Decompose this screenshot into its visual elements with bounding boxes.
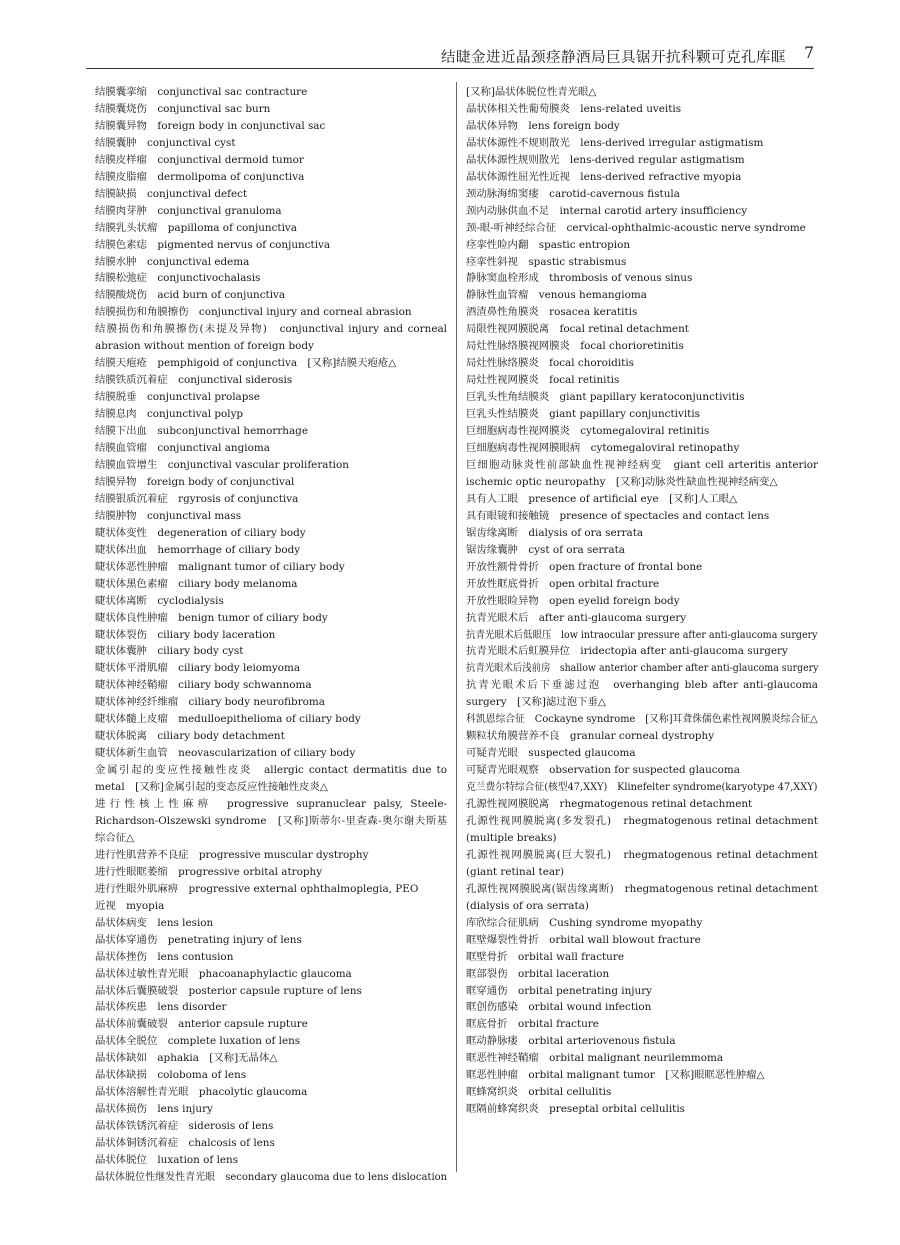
entry: 酒渣鼻性角膜炎 rosacea keratitis: [466, 306, 638, 319]
entry: 具有人工眼 presence of artificial eye [又称]人工眼△: [466, 492, 738, 505]
entry: 晶状体异物 lens foreign body: [466, 119, 620, 132]
entry: 眶创伤感染 orbital wound infection: [466, 1001, 652, 1014]
entry: 睫状体裂伤 ciliary body laceration: [95, 628, 276, 641]
entry: 晶状体脱位 luxation of lens: [95, 1154, 239, 1167]
left-column: [95, 84, 447, 1186]
entry: 开放性额骨骨折 open fracture of frontal bone: [466, 560, 703, 573]
entry: 进行性眼眶萎缩 progressive orbital atrophy: [95, 865, 323, 878]
entry: 局灶性视网膜炎 focal retinitis: [466, 374, 620, 387]
entry: 睫状体囊肿 ciliary body cyst: [95, 645, 244, 658]
entry: 痉挛性斜视 spastic strabismus: [466, 255, 627, 268]
running-header: [86, 44, 814, 69]
entry: 痉挛性睑内翻 spastic entropion: [466, 238, 631, 251]
entry: 巨细胞动脉炎性前部缺血性视神经病变 giant cell arteritis anterior ischemic optic neuropathy [又称]动脉炎性缺血性视神经病变△: [466, 458, 818, 488]
entry: 晶状体前囊破裂 anterior capsule rupture: [95, 1018, 308, 1031]
entry: 颈-眼-听神经综合征 cervical-ophthalmic-acoustic nerve syndrome: [466, 221, 806, 234]
entry: 克兰费尔特综合征(核型47,XXY) Klinefelter syndrome(karyotype 47,XXY): [466, 781, 818, 794]
entry: 结膜肿物 conjunctival mass: [95, 509, 242, 522]
entry: 晶状体铁锈沉着症 siderosis of lens: [95, 1120, 274, 1133]
entry: 巨细胞病毒性视网膜炎 cytomegaloviral retinitis: [466, 425, 710, 438]
entry: 睫状体脱离 ciliary body detachment: [95, 730, 285, 743]
entry: 孔源性视网膜脱离(多发裂孔) rhegmatogenous retinal detachment (multiple breaks): [466, 814, 818, 844]
entry: 睫状体黑色素瘤 ciliary body melanoma: [95, 577, 298, 590]
entry: 结膜息肉 conjunctival polyp: [95, 408, 244, 421]
entry: 近视 myopia: [95, 899, 165, 912]
entry: 眶恶性肿瘤 orbital malignant tumor [又称]眼眶恶性肿瘤△: [466, 1069, 765, 1082]
entry: 结膜肉芽肿 conjunctival granuloma: [95, 204, 282, 217]
entry: 结膜皮脂瘤 dermolipoma of conjunctiva: [95, 170, 305, 183]
entry: 晶状体铜锈沉着症 chalcosis of lens: [95, 1137, 275, 1150]
running-title: 结睫金进近晶颈痉静酒局巨具锯开抗科颗可克孔库眶: [441, 50, 786, 66]
entry: 晶状体过敏性青光眼 phacoanaphylactic glaucoma: [95, 967, 352, 980]
entry: 颗粒状角膜营养不良 granular corneal dystrophy: [466, 730, 715, 743]
entry: 局灶性脉络膜视网膜炎 focal chorioretinitis: [466, 340, 684, 353]
entry: 眶壁爆裂性骨折 orbital wall blowout fracture: [466, 933, 701, 946]
entry: 结膜囊烧伤 conjunctival sac burn: [95, 102, 271, 115]
entry: 晶状体源性不规则散光 lens-derived irregular astigmatism: [466, 136, 764, 149]
entry: 金属引起的变应性接触性皮炎 allergic contact dermatitis due to metal [又称]金属引起的变态反应性接触性皮炎△: [95, 764, 447, 794]
entry: 抗青光眼术后 after anti-glaucoma surgery: [466, 611, 687, 624]
right-column: [466, 84, 818, 1118]
entry: 抗青光眼术后浅前房 shallow anterior chamber after anti-glaucoma surgery: [466, 662, 819, 675]
entry: 结膜囊异物 foreign body in conjunctival sac: [95, 119, 326, 132]
entry: 睫状体良性肿瘤 benign tumor of ciliary body: [95, 611, 328, 624]
entry: 眶穿通伤 orbital penetrating injury: [466, 984, 653, 997]
entry: 结膜乳头状瘤 papilloma of conjunctiva: [95, 221, 297, 234]
entry: 结膜异物 foreign body of conjunctival: [95, 475, 295, 488]
entry: 库欣综合征肌病 Cushing syndrome myopathy: [466, 916, 703, 929]
entry: 晶状体穿通伤 penetrating injury of lens: [95, 933, 302, 946]
entry: 晶状体挫伤 lens contusion: [95, 950, 234, 963]
entry: 结膜脱垂 conjunctival prolapse: [95, 391, 260, 404]
entry: 孔源性视网膜脱离 rhegmatogenous retinal detachment: [466, 798, 753, 811]
entry: 巨乳头性结膜炎 giant papillary conjunctivitis: [466, 408, 700, 421]
entry: 结膜色素痣 pigmented nervus of conjunctiva: [95, 238, 331, 251]
entry: 开放性眶底骨折 open orbital fracture: [466, 577, 660, 590]
entry: 睫状体神经纤维瘤 ciliary body neurofibroma: [95, 696, 325, 709]
entry: 睫状体髓上皮瘤 medulloepithelioma of ciliary body: [95, 713, 361, 726]
entry: 结膜天疱疮 pemphigoid of conjunctiva [又称]结膜天疱疮△: [95, 357, 397, 370]
entry: 静脉窦血栓形成 thrombosis of venous sinus: [466, 272, 693, 285]
entry: 晶状体源性规则散光 lens-derived regular astigmatism: [466, 153, 745, 166]
entry: 结膜缺损 conjunctival defect: [95, 187, 248, 200]
entry: 静脉性血管瘤 venous hemangioma: [466, 289, 647, 302]
entry: 眶蜂窝织炎 orbital cellulitis: [466, 1086, 612, 1099]
entry: 晶状体源性屈光性近视 lens-derived refractive myopia: [466, 170, 742, 183]
entry: 颈内动脉供血不足 internal carotid artery insufficiency: [466, 204, 748, 217]
entry: 局限性视网膜脱离 focal retinal detachment: [466, 323, 689, 336]
entry: 结膜铁质沉着症 conjunctival siderosis: [95, 374, 293, 387]
entry: 晶状体相关性葡萄膜炎 lens-related uveitis: [466, 102, 682, 115]
entry: 结膜囊肿 conjunctival cyst: [95, 136, 236, 149]
entry: 进行性核上性麻痹 progressive supranuclear palsy, Steele-Richardson-Olszewski syndrome [又称]斯蒂尔-里查森-奥尔谢夫斯基综合征△: [95, 798, 447, 844]
entry: 结膜损伤和角膜擦伤(未提及异物) conjunctival injury and corneal abrasion without mention of foreign body: [95, 323, 447, 353]
entry: 睫状体神经鞘瘤 ciliary body schwannoma: [95, 679, 312, 692]
entry: [又称]晶状体脱位性青光眼△: [466, 86, 597, 98]
entry: 抗青光眼术后虹膜异位 iridectopia after anti-glaucoma surgery: [466, 645, 788, 658]
entry: 眶隔前蜂窝织炎 preseptal orbital cellulitis: [466, 1103, 685, 1116]
entry: 抗青光眼术后下垂滤过泡 overhanging bleb after anti-glaucoma surgery [又称]滤过泡下垂△: [466, 679, 818, 709]
entry: 睫状体变性 degeneration of ciliary body: [95, 526, 306, 539]
entry: 睫状体平滑肌瘤 ciliary body leiomyoma: [95, 662, 301, 675]
entry: 眶底骨折 orbital fracture: [466, 1018, 599, 1031]
page-number: 7: [804, 44, 814, 62]
entry: 结膜松弛症 conjunctivochalasis: [95, 272, 261, 285]
entry: 睫状体新生血管 neovascularization of ciliary body: [95, 747, 356, 760]
entry: 晶状体后囊膜破裂 posterior capsule rupture of lens: [95, 984, 362, 997]
entry: 进行性肌营养不良症 progressive muscular dystrophy: [95, 848, 369, 861]
entry: 结膜血管瘤 conjunctival angioma: [95, 442, 270, 455]
entry: 结膜水肿 conjunctival edema: [95, 255, 250, 268]
entry: 结膜囊挛缩 conjunctival sac contracture: [95, 86, 308, 98]
entry: 局灶性脉络膜炎 focal choroiditis: [466, 357, 634, 370]
entry: 眶部裂伤 orbital laceration: [466, 967, 610, 980]
entry: 科凯恩综合征 Cockayne syndrome [又称]耳聋侏儒色素性视网膜炎综合征△: [466, 713, 818, 726]
entry: 结膜下出血 subconjunctival hemorrhage: [95, 425, 308, 438]
entry: 抗青光眼术后低眼压 low intraocular pressure after anti-glaucoma surgery: [466, 628, 818, 641]
entry: 结膜酸烧伤 acid burn of conjunctiva: [95, 289, 286, 302]
entry: 巨乳头性角结膜炎 giant papillary keratoconjunctivitis: [466, 391, 745, 404]
entry: 具有眼镜和接触镜 presence of spectacles and contact lens: [466, 509, 770, 522]
entry: 锯齿缘囊肿 cyst of ora serrata: [466, 543, 625, 556]
entry: 可疑青光眼观察 observation for suspected glaucoma: [466, 764, 740, 777]
entry: 睫状体恶性肿瘤 malignant tumor of ciliary body: [95, 560, 345, 573]
entry: 锯齿缘离断 dialysis of ora serrata: [466, 526, 644, 539]
entry: 晶状体疾患 lens disorder: [95, 1001, 227, 1014]
entry: 晶状体脱位性继发性青光眼 secondary glaucoma due to lens dislocation: [95, 1171, 448, 1183]
entry: 孔源性视网膜脱离(巨大裂孔) rhegmatogenous retinal detachment (giant retinal tear): [466, 848, 818, 878]
entry: 开放性眼睑异物 open eyelid foreign body: [466, 594, 680, 607]
entry: 巨细胞病毒性视网膜眼病 cytomegaloviral retinopathy: [466, 442, 740, 455]
column-divider: [456, 82, 457, 1172]
entry: 晶状体缺如 aphakia [又称]无晶体△: [95, 1052, 278, 1065]
entry: 结膜血管增生 conjunctival vascular proliferation: [95, 458, 349, 471]
entry: 进行性眼外肌麻痹 progressive external ophthalmoplegia, PEO: [95, 882, 419, 895]
entry: 眶恶性神经鞘瘤 orbital malignant neurilemmoma: [466, 1052, 724, 1065]
entry: 晶状体损伤 lens injury: [95, 1103, 213, 1116]
entry: 晶状体全脱位 complete luxation of lens: [95, 1035, 301, 1048]
entry: 结膜损伤和角膜擦伤 conjunctival injury and corneal abrasion: [95, 306, 412, 319]
entry: 睫状体离断 cyclodialysis: [95, 594, 224, 607]
entry: 结膜皮样瘤 conjunctival dermoid tumor: [95, 153, 304, 166]
entry: 孔源性视网膜脱离(锯齿缘离断) rhegmatogenous retinal detachment (dialysis of ora serrata): [466, 882, 818, 912]
entry: 晶状体病变 lens lesion: [95, 916, 214, 929]
entry: 眶壁骨折 orbital wall fracture: [466, 950, 624, 963]
entry: 睫状体出血 hemorrhage of ciliary body: [95, 543, 301, 556]
entry: 颈动脉海绵窦瘘 carotid-cavernous fistula: [466, 187, 680, 200]
entry: 晶状体溶解性青光眼 phacolytic glaucoma: [95, 1086, 308, 1099]
entry: 晶状体缺损 coloboma of lens: [95, 1069, 247, 1082]
entry: 可疑青光眼 suspected glaucoma: [466, 747, 636, 760]
entry: 结膜银质沉着症 rgyrosis of conjunctiva: [95, 492, 299, 505]
entry: 眶动静脉瘘 orbital arteriovenous fistula: [466, 1035, 676, 1048]
